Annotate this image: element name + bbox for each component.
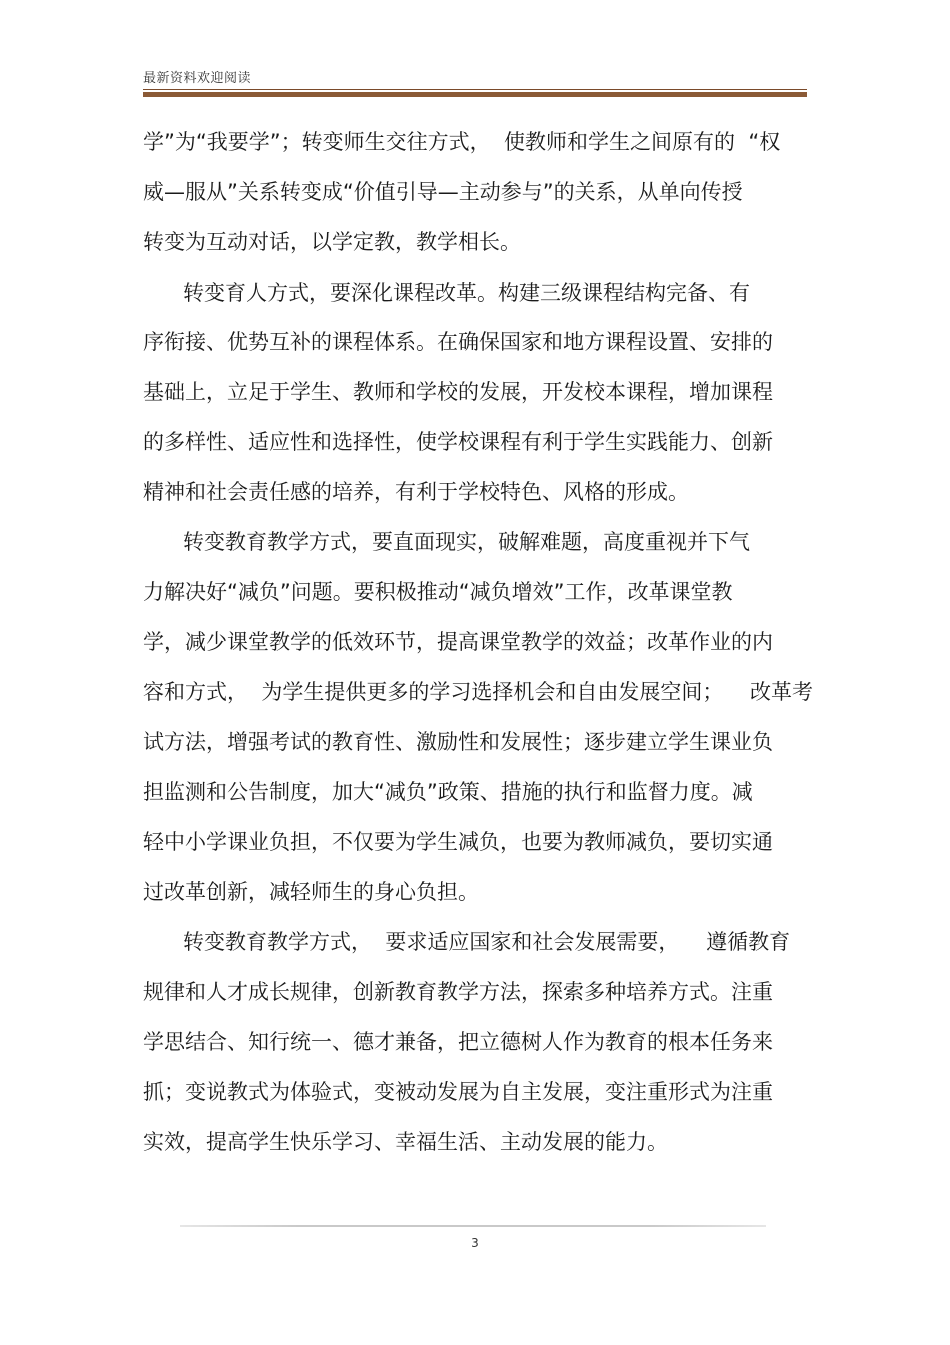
header-title: 最新资料欢迎阅读 [143, 71, 252, 86]
text-line: 精神和社会责任感的培养，有利于学校特色、风格的形成。 [143, 480, 689, 504]
text-line: 实效，提高学生快乐学习、幸福生活、主动发展的能力。 [143, 1130, 668, 1154]
text-line: 转变教育教学方式， 要求适应国家和社会发展需要， 遵循教育 [143, 930, 791, 954]
text-line: 转变育人方式，要深化课程改革。构建三级课程结构完备、有 [143, 281, 751, 305]
header-rule-thin [143, 89, 807, 90]
text-line: 序衔接、优势互补的课程体系。在确保国家和地方课程设置、安排的 [143, 330, 773, 354]
text-line: 轻中小学课业负担，不仅要为学生减负，也要为教师减负，要切实通 [143, 830, 773, 854]
footer-rule [180, 1225, 766, 1227]
page-number: 3 [471, 1236, 479, 1250]
text-line: 转变教育教学方式，要直面现实，破解难题，高度重视并下气 [143, 530, 751, 554]
text-line: 基础上，立足于学生、教师和学校的发展，开发校本课程，增加课程 [143, 380, 773, 404]
text-line: 试方法，增强考试的教育性、激励性和发展性；逐步建立学生课业负 [143, 730, 773, 754]
text-line: 学，减少课堂教学的低效环节，提高课堂教学的效益；改革作业的内 [143, 630, 773, 654]
text-line: 威—服从”关系转变成“价值引导—主动参与”的关系，从单向传授 [143, 180, 743, 204]
text-line: 担监测和公告制度，加大“减负”政策、措施的执行和监督力度。减 [143, 780, 753, 804]
text-line: 学思结合、知行统一、德才兼备，把立德树人作为教育的根本任务来 [143, 1030, 773, 1054]
text-line: 规律和人才成长规律，创新教育教学方法，探索多种培养方式。注重 [143, 980, 773, 1004]
text-line: 的多样性、适应性和选择性，使学校课程有利于学生实践能力、创新 [143, 430, 773, 454]
text-line: 学”为“我要学”；转变师生交往方式， 使教师和学生之间原有的 “权 [143, 130, 781, 154]
text-line: 转变为互动对话，以学定教，教学相长。 [143, 230, 521, 254]
text-line: 力解决好“减负”问题。要积极推动“减负增效”工作，改革课堂教 [143, 580, 733, 604]
text-line: 过改革创新，减轻师生的身心负担。 [143, 880, 479, 904]
text-line: 抓；变说教式为体验式，变被动发展为自主发展，变注重形式为注重 [143, 1080, 773, 1104]
text-line: 容和方式， 为学生提供更多的学习选择机会和自由发展空间； 改革考 [143, 680, 814, 704]
header-rule-thick [143, 92, 807, 97]
